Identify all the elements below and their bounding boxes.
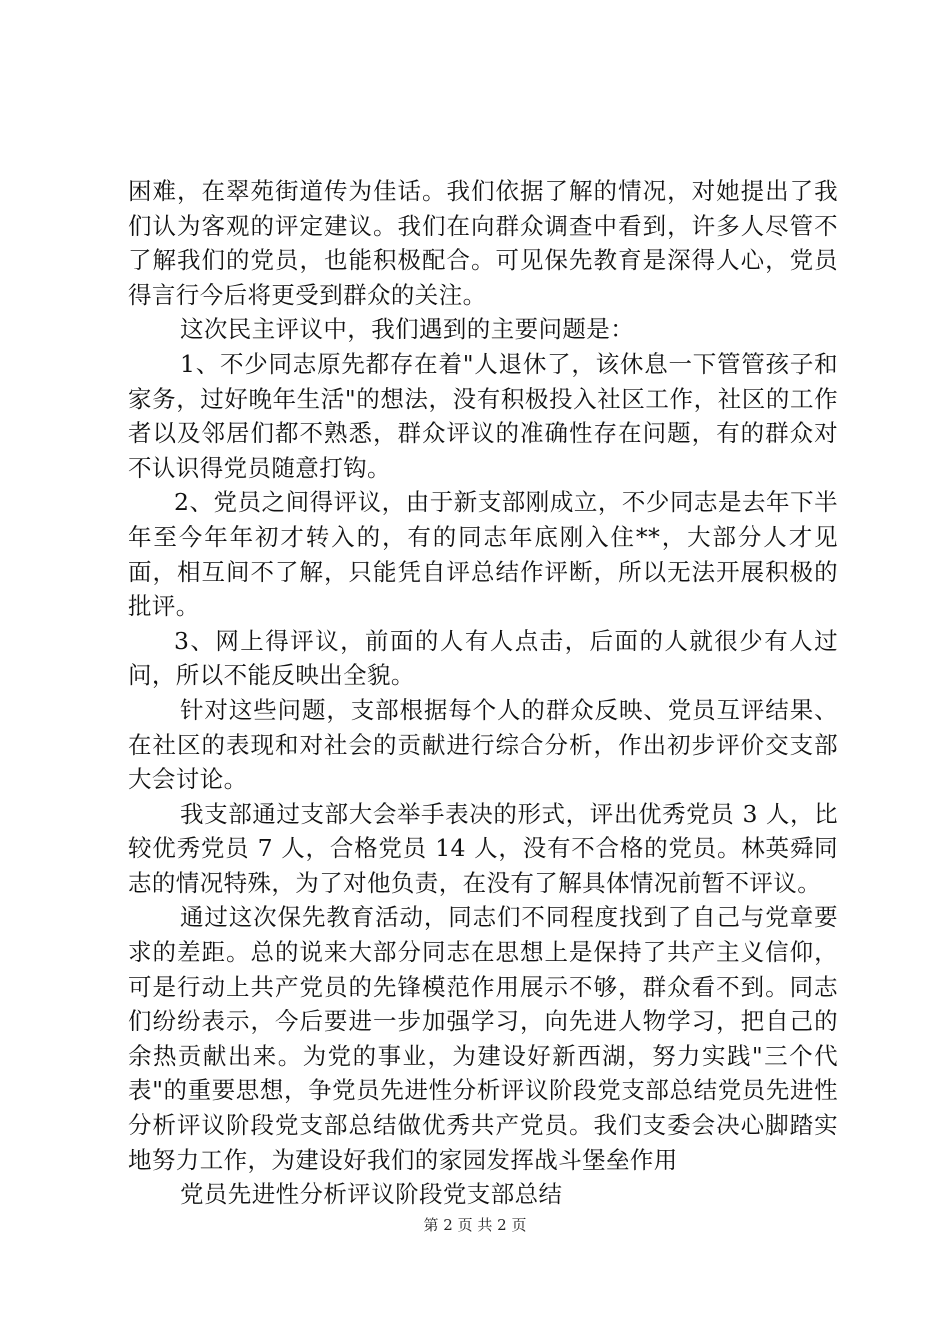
paragraph-continuation: 困难，在翠苑街道传为佳话。我们依据了解的情况，对她提出了我们认为客观的评定建议。我们在向群众调查中看到，许多人尽管不了解我们的党员，也能积极配合。可见保先教育是深得人心，党员得言行今后将更受到群众的关注。 xyxy=(128,177,838,309)
paragraph-problem-3: 3、网上得评议，前面的人有人点击，后面的人就很少有人过问，所以不能反映出全貌。 xyxy=(128,626,838,690)
document-body xyxy=(128,174,838,1212)
paragraph-analysis: 针对这些问题，支部根据每个人的群众反映、党员互评结果、在社区的表现和对社会的贡献进行综合分析，作出初步评价交支部大会讨论。 xyxy=(128,695,838,794)
paragraph-problem-2: 2、党员之间得评议，由于新支部刚成立，不少同志是去年下半年至今年年初才转入的，有的同志年底刚入住**，大部分人才见面，相互间不了解，只能凭自评总结作评断，所以无法开展积极的批评。 xyxy=(128,488,838,621)
paragraph-problem-1: 1、不少同志原先都存在着"人退休了，该休息一下管管孩子和家务，过好晚年生活"的想法，没有积极投入社区工作，社区的工作者以及邻居们都不熟悉，群众评议的准确性存在问题，有的群众对不认识得党员随意打钩。 xyxy=(128,349,838,482)
paragraph-conclusion: 通过这次保先教育活动，同志们不同程度找到了自己与党章要求的差距。总的说来大部分同志在思想上是保持了共产主义信仰，可是行动上共产党员的先锋模范作用展示不够，群众看不到。同志们纷纷表示，今后要进一步加强学习，向先进人物学习，把自己的余热贡献出来。为党的事业，为建设好新西湖，努力实践"三个代表"的重要思想，争党员先进性分析评议阶段党支部总结党员先进性分析评议阶段党支部总结做优秀共产党员。我们支委会决心脚踏实地努力工作，为建设好我们的家园发挥战斗堡垒作用 xyxy=(128,903,838,1174)
paragraph-closing-title: 党员先进性分析评议阶段党支部总结 xyxy=(180,1180,563,1209)
paragraph-vote-result: 我支部通过支部大会举手表决的形式，评出优秀党员 3 人，比较优秀党员 7 人，合格党员 14 人，没有不合格的党员。林英舜同志的情况特殊，为了对他负责，在没有了解具体情况前暂不评议。 xyxy=(128,799,838,897)
page-number-footer: 第 2 页 共 2 页 xyxy=(423,1216,527,1234)
paragraph-problems-intro: 这次民主评议中，我们遇到的主要问题是： xyxy=(180,315,635,344)
